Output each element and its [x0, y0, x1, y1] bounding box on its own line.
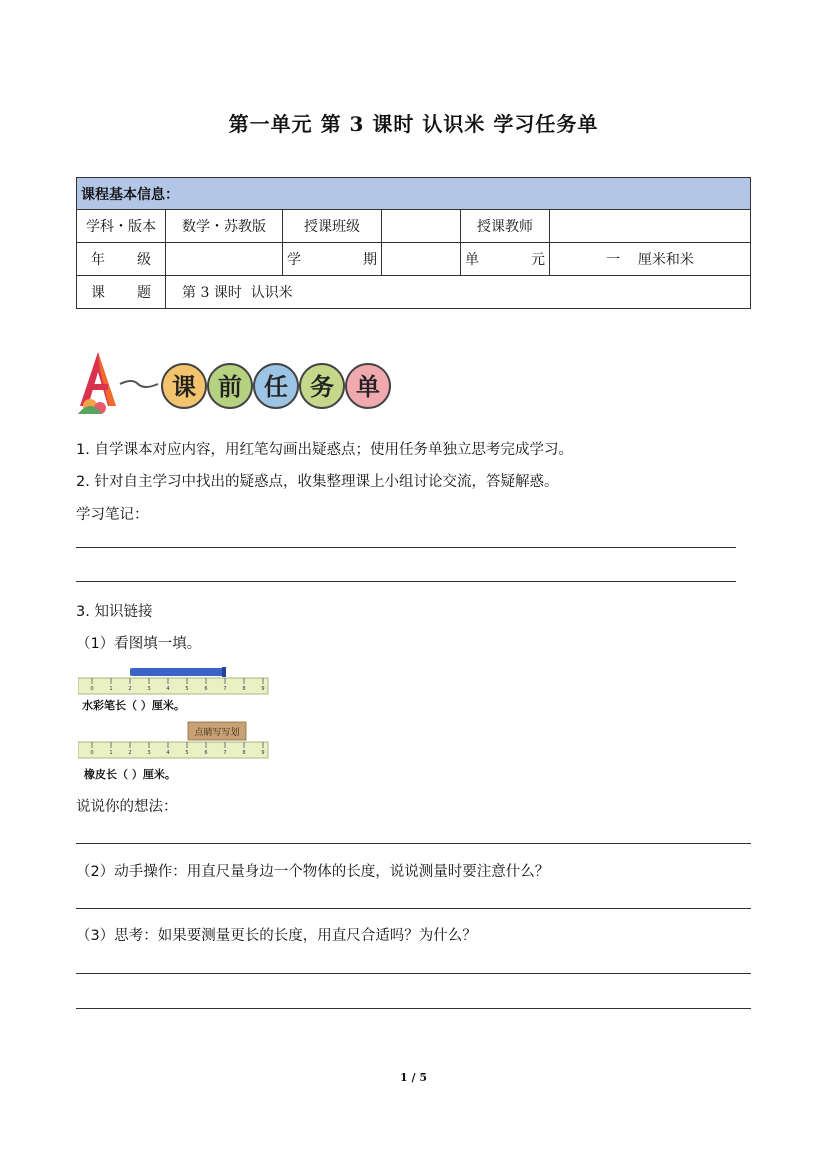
ruler-tick-label: 5	[185, 750, 189, 756]
ruler-tick-label: 4	[166, 750, 170, 756]
table-row	[77, 210, 751, 243]
think-label: 说说你的想法：	[76, 799, 178, 815]
pre-class-task-banner	[76, 348, 406, 418]
ruler-tick-label: 7	[223, 750, 227, 756]
course-info-table	[76, 177, 751, 309]
eraser-caption: 橡皮长（ ）厘米。	[84, 768, 176, 781]
page-number: 1 / 5	[400, 1071, 427, 1084]
letter-a-flower-icon	[78, 348, 116, 414]
ruler-tick-label: 1	[109, 686, 113, 692]
ruler-tick-label: 3	[147, 750, 151, 756]
ruler-tick-label: 2	[128, 686, 132, 692]
pen-ruler-figure	[78, 664, 270, 696]
ruler-tick-label: 4	[166, 686, 170, 692]
ruler-tick-label: 9	[261, 750, 265, 756]
ruler-tick-label: 8	[242, 686, 246, 692]
ruler-tick-label: 3	[147, 686, 151, 692]
cell-grade-label: 年级	[77, 243, 166, 276]
pen-caption: 水彩笔长（ ）厘米。	[82, 699, 185, 712]
ruler-tick-label: 8	[242, 750, 246, 756]
cell-class-label: 授课班级	[283, 210, 382, 243]
ruler-tick-label: 2	[128, 750, 132, 756]
sub-question-3: （3）思考：如果要测量更长的长度，用直尺合适吗？为什么？	[76, 928, 477, 944]
task-item-3: 3. 知识链接	[76, 604, 153, 620]
cell-class-value	[382, 210, 461, 243]
cell-unit-value: 一 厘米和米	[550, 243, 751, 276]
ruler-tick-label: 1	[109, 750, 113, 756]
table-row	[77, 276, 751, 309]
notes-line	[76, 581, 736, 582]
cell-term-value	[382, 243, 461, 276]
cell-grade-value	[166, 243, 283, 276]
cell-topic-label: 课题	[77, 276, 166, 309]
notes-line	[76, 547, 736, 548]
svg-text:点睛写写划: 点睛写写划	[194, 728, 240, 738]
table-row	[77, 243, 751, 276]
table-header: 课程基本信息：	[77, 178, 751, 210]
cell-unit-label: 单元	[461, 243, 550, 276]
ruler-tick-label: 7	[223, 686, 227, 692]
answer-line	[76, 1008, 751, 1009]
ruler-tick-label: 6	[204, 750, 208, 756]
answer-line	[76, 973, 751, 974]
ruler-tick-label: 6	[204, 686, 208, 692]
task-item-1: 1. 自学课本对应内容，用红笔勾画出疑惑点；使用任务单独立思考完成学习。	[76, 442, 573, 458]
answer-line	[76, 843, 751, 844]
banner-char: 单	[356, 373, 380, 401]
page-title: 第一单元 第 3 课时 认识米 学习任务单	[228, 112, 599, 136]
cell-teacher-value	[550, 210, 751, 243]
banner-char: 前	[218, 373, 242, 401]
ruler-icon	[78, 742, 268, 758]
ruler-icon	[78, 678, 268, 694]
notes-label: 学习笔记：	[76, 507, 149, 523]
banner-char: 任	[264, 373, 288, 401]
eraser-ruler-figure	[78, 720, 270, 760]
ruler-tick-label: 9	[261, 686, 265, 692]
sub-question-2: （2）动手操作：用直尺量身边一个物体的长度，说说测量时要注意什么？	[76, 864, 550, 880]
sub-question-1: （1）看图填一填。	[76, 636, 202, 652]
cell-subject-label: 学科・版本	[77, 210, 166, 243]
ruler-tick-label: 0	[90, 750, 94, 756]
task-item-2: 2. 针对自主学习中找出的疑惑点，收集整理课上小组讨论交流，答疑解惑。	[76, 474, 559, 490]
ruler-tick-label: 5	[185, 686, 189, 692]
cell-topic-value: 第 3 课时 认识米	[166, 276, 751, 309]
banner-char: 课	[172, 373, 196, 401]
cell-subject-value: 数学・苏教版	[166, 210, 283, 243]
marker-pen-icon	[130, 668, 226, 676]
cell-term-label: 学期	[283, 243, 382, 276]
answer-line	[76, 908, 751, 909]
banner-char: 务	[310, 373, 334, 401]
cell-teacher-label: 授课教师	[461, 210, 550, 243]
ruler-tick-label: 0	[90, 686, 94, 692]
